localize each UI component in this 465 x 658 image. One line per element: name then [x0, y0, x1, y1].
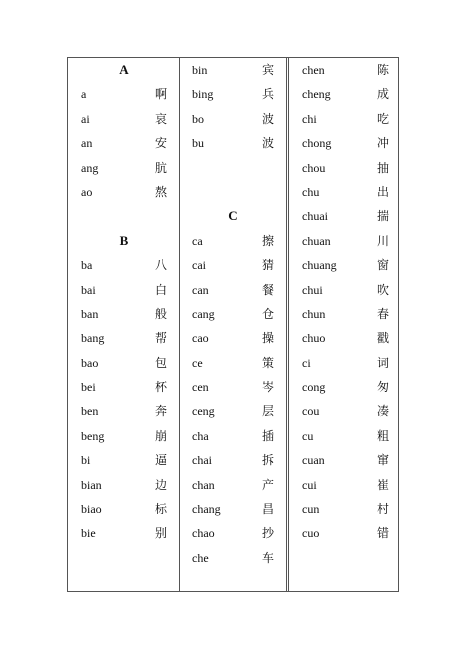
table-row: [81, 131, 167, 155]
blank-row: [81, 204, 167, 228]
example-character: 啊: [154, 87, 167, 102]
pinyin-syllable: chou: [302, 160, 326, 175]
table-row: [81, 82, 167, 106]
table-row: [192, 229, 274, 253]
pinyin-syllable: chu: [302, 184, 320, 199]
example-character: 冲: [376, 136, 389, 151]
column-divider: [286, 58, 287, 591]
pinyin-syllable: bo: [192, 111, 204, 126]
pinyin-syllable: cuo: [302, 526, 320, 541]
pinyin-syllable: cheng: [302, 87, 331, 102]
table-row: [302, 82, 389, 106]
column-divider: [179, 58, 180, 591]
pinyin-syllable: chi: [302, 111, 317, 126]
table-row: [302, 278, 389, 302]
table-row: [81, 156, 167, 180]
example-character: 吃: [376, 111, 389, 126]
example-character: 出: [376, 184, 389, 199]
pinyin-syllable: cha: [192, 428, 209, 443]
pinyin-syllable: bang: [81, 331, 105, 346]
section-letter-heading: C: [228, 208, 238, 224]
table-row: [302, 204, 389, 228]
example-character: 波: [261, 111, 274, 126]
example-character: 包: [154, 355, 167, 370]
example-character: 兵: [261, 87, 274, 102]
pinyin-syllable: can: [192, 282, 209, 297]
example-character: 逼: [154, 453, 167, 468]
example-character: 宾: [261, 63, 274, 77]
pinyin-syllable: biao: [81, 502, 102, 517]
table-column-2: [192, 58, 274, 570]
example-character: 词: [376, 355, 389, 370]
table-row: [192, 326, 274, 350]
table-row: [192, 82, 274, 106]
example-character: 粗: [376, 428, 389, 443]
table-row: [192, 107, 274, 131]
table-row: [302, 521, 389, 545]
pinyin-syllable: che: [192, 550, 209, 565]
example-character: 帮: [154, 331, 167, 346]
pinyin-syllable: chao: [192, 526, 215, 541]
pinyin-syllable: ca: [192, 233, 203, 248]
pinyin-syllable: chun: [302, 306, 326, 321]
example-character: 陈: [376, 63, 389, 77]
pinyin-syllable: ben: [81, 404, 99, 419]
example-character: 匆: [376, 380, 389, 395]
table-row: [302, 180, 389, 204]
example-character: 揣: [376, 209, 389, 224]
pinyin-syllable: cai: [192, 258, 206, 273]
example-character: 戳: [376, 331, 389, 346]
pinyin-syllable: bing: [192, 87, 214, 102]
section-letter-heading: A: [119, 62, 129, 77]
example-character: 擦: [261, 233, 274, 248]
example-character: 窜: [376, 453, 389, 468]
example-character: 波: [261, 136, 274, 151]
table-row: [302, 375, 389, 399]
example-character: 昌: [261, 502, 274, 517]
table-row: [192, 497, 274, 521]
table-row: [302, 131, 389, 155]
table-row: [302, 326, 389, 350]
table-row: [302, 399, 389, 423]
example-character: 吹: [376, 282, 389, 297]
table-row: [302, 107, 389, 131]
example-character: 拆: [261, 453, 274, 468]
example-character: 车: [261, 550, 274, 565]
table-row: [81, 351, 167, 375]
pinyin-syllable: ce: [192, 355, 203, 370]
example-character: 成: [376, 87, 389, 102]
table-row: [302, 253, 389, 277]
table-row: [192, 546, 274, 570]
pinyin-syllable: cen: [192, 380, 209, 395]
example-character: 产: [261, 477, 274, 492]
table-row: [192, 424, 274, 448]
example-character: 窗: [376, 258, 389, 273]
table-row: [192, 399, 274, 423]
table-row: [192, 375, 274, 399]
pinyin-table: [67, 57, 399, 592]
example-character: 哀: [154, 111, 167, 126]
column-divider: [288, 58, 289, 591]
table-row: [192, 302, 274, 326]
example-character: 岑: [261, 380, 274, 395]
example-character: 边: [154, 477, 167, 492]
section-letter-heading: B: [119, 232, 129, 248]
example-character: 错: [376, 526, 389, 541]
table-row: [192, 131, 274, 155]
pinyin-syllable: beng: [81, 428, 105, 443]
pinyin-syllable: chong: [302, 136, 332, 151]
pinyin-syllable: cui: [302, 477, 317, 492]
table-row: [302, 424, 389, 448]
table-row: [81, 399, 167, 423]
pinyin-syllable: cong: [302, 380, 326, 395]
table-row: [302, 302, 389, 326]
table-row: [192, 521, 274, 545]
example-character: 操: [261, 331, 274, 346]
example-character: 白: [154, 282, 167, 297]
table-row: [192, 253, 274, 277]
pinyin-syllable: bei: [81, 380, 96, 395]
pinyin-syllable: cu: [302, 428, 314, 443]
example-character: 仓: [261, 306, 274, 321]
pinyin-syllable: chen: [302, 63, 325, 77]
pinyin-syllable: chuai: [302, 209, 328, 224]
table-row: [81, 180, 167, 204]
table-row: [302, 473, 389, 497]
example-character: 奔: [154, 404, 167, 419]
example-character: 杯: [154, 380, 167, 395]
example-character: 策: [261, 355, 274, 370]
pinyin-syllable: chang: [192, 502, 221, 517]
example-character: 般: [154, 306, 167, 321]
table-row: [192, 473, 274, 497]
table-column-3: [302, 58, 389, 546]
table-row: [192, 351, 274, 375]
pinyin-syllable: ai: [81, 111, 90, 126]
blank-row: [192, 180, 274, 204]
example-character: 崔: [376, 477, 389, 492]
table-row: [302, 497, 389, 521]
pinyin-syllable: an: [81, 136, 93, 151]
example-character: 标: [154, 502, 167, 517]
table-row: [81, 278, 167, 302]
example-character: 猜: [261, 258, 274, 273]
table-row: [192, 58, 274, 82]
table-row: [302, 351, 389, 375]
pinyin-syllable: ba: [81, 258, 93, 273]
pinyin-syllable: chui: [302, 282, 323, 297]
pinyin-syllable: chuan: [302, 233, 331, 248]
table-row: [81, 497, 167, 521]
pinyin-syllable: cao: [192, 331, 209, 346]
pinyin-syllable: cou: [302, 404, 320, 419]
pinyin-syllable: a: [81, 87, 87, 102]
example-character: 凑: [376, 404, 389, 419]
table-row: [192, 278, 274, 302]
table-row: [81, 448, 167, 472]
example-character: 川: [376, 233, 389, 248]
table-row: [192, 448, 274, 472]
table-row: [81, 107, 167, 131]
pinyin-syllable: ci: [302, 355, 311, 370]
table-column-1: [81, 58, 167, 546]
pinyin-syllable: bu: [192, 136, 204, 151]
pinyin-syllable: bai: [81, 282, 96, 297]
table-row: [81, 521, 167, 545]
pinyin-syllable: cuan: [302, 453, 325, 468]
pinyin-syllable: bie: [81, 526, 96, 541]
example-character: 村: [376, 502, 389, 517]
pinyin-syllable: bian: [81, 477, 102, 492]
pinyin-syllable: ban: [81, 306, 99, 321]
example-character: 安: [154, 136, 167, 151]
pinyin-syllable: bi: [81, 453, 91, 468]
pinyin-syllable: cang: [192, 306, 215, 321]
example-character: 插: [261, 428, 274, 443]
example-character: 餐: [261, 282, 274, 297]
table-row: [302, 448, 389, 472]
pinyin-syllable: chuang: [302, 258, 337, 273]
example-character: 抽: [376, 160, 389, 175]
table-row: [81, 473, 167, 497]
table-row: [81, 326, 167, 350]
pinyin-syllable: cun: [302, 502, 320, 517]
table-row: [81, 424, 167, 448]
pinyin-syllable: bin: [192, 63, 208, 77]
example-character: 八: [154, 258, 167, 273]
example-character: 抄: [261, 526, 274, 541]
example-character: 层: [261, 404, 274, 419]
pinyin-syllable: chan: [192, 477, 215, 492]
example-character: 别: [154, 526, 167, 541]
pinyin-syllable: chuo: [302, 331, 326, 346]
blank-row: [192, 156, 274, 180]
table-row: [81, 302, 167, 326]
example-character: 春: [376, 306, 389, 321]
table-row: [302, 156, 389, 180]
table-row: [81, 253, 167, 277]
pinyin-syllable: ao: [81, 184, 93, 199]
pinyin-syllable: ang: [81, 160, 99, 175]
table-row: [302, 229, 389, 253]
pinyin-syllable: ceng: [192, 404, 215, 419]
example-character: 熬: [154, 184, 167, 199]
pinyin-syllable: chai: [192, 453, 212, 468]
pinyin-syllable: bao: [81, 355, 99, 370]
table-row: [81, 375, 167, 399]
example-character: 崩: [154, 428, 167, 443]
table-row: [302, 58, 389, 82]
example-character: 肮: [154, 160, 167, 175]
